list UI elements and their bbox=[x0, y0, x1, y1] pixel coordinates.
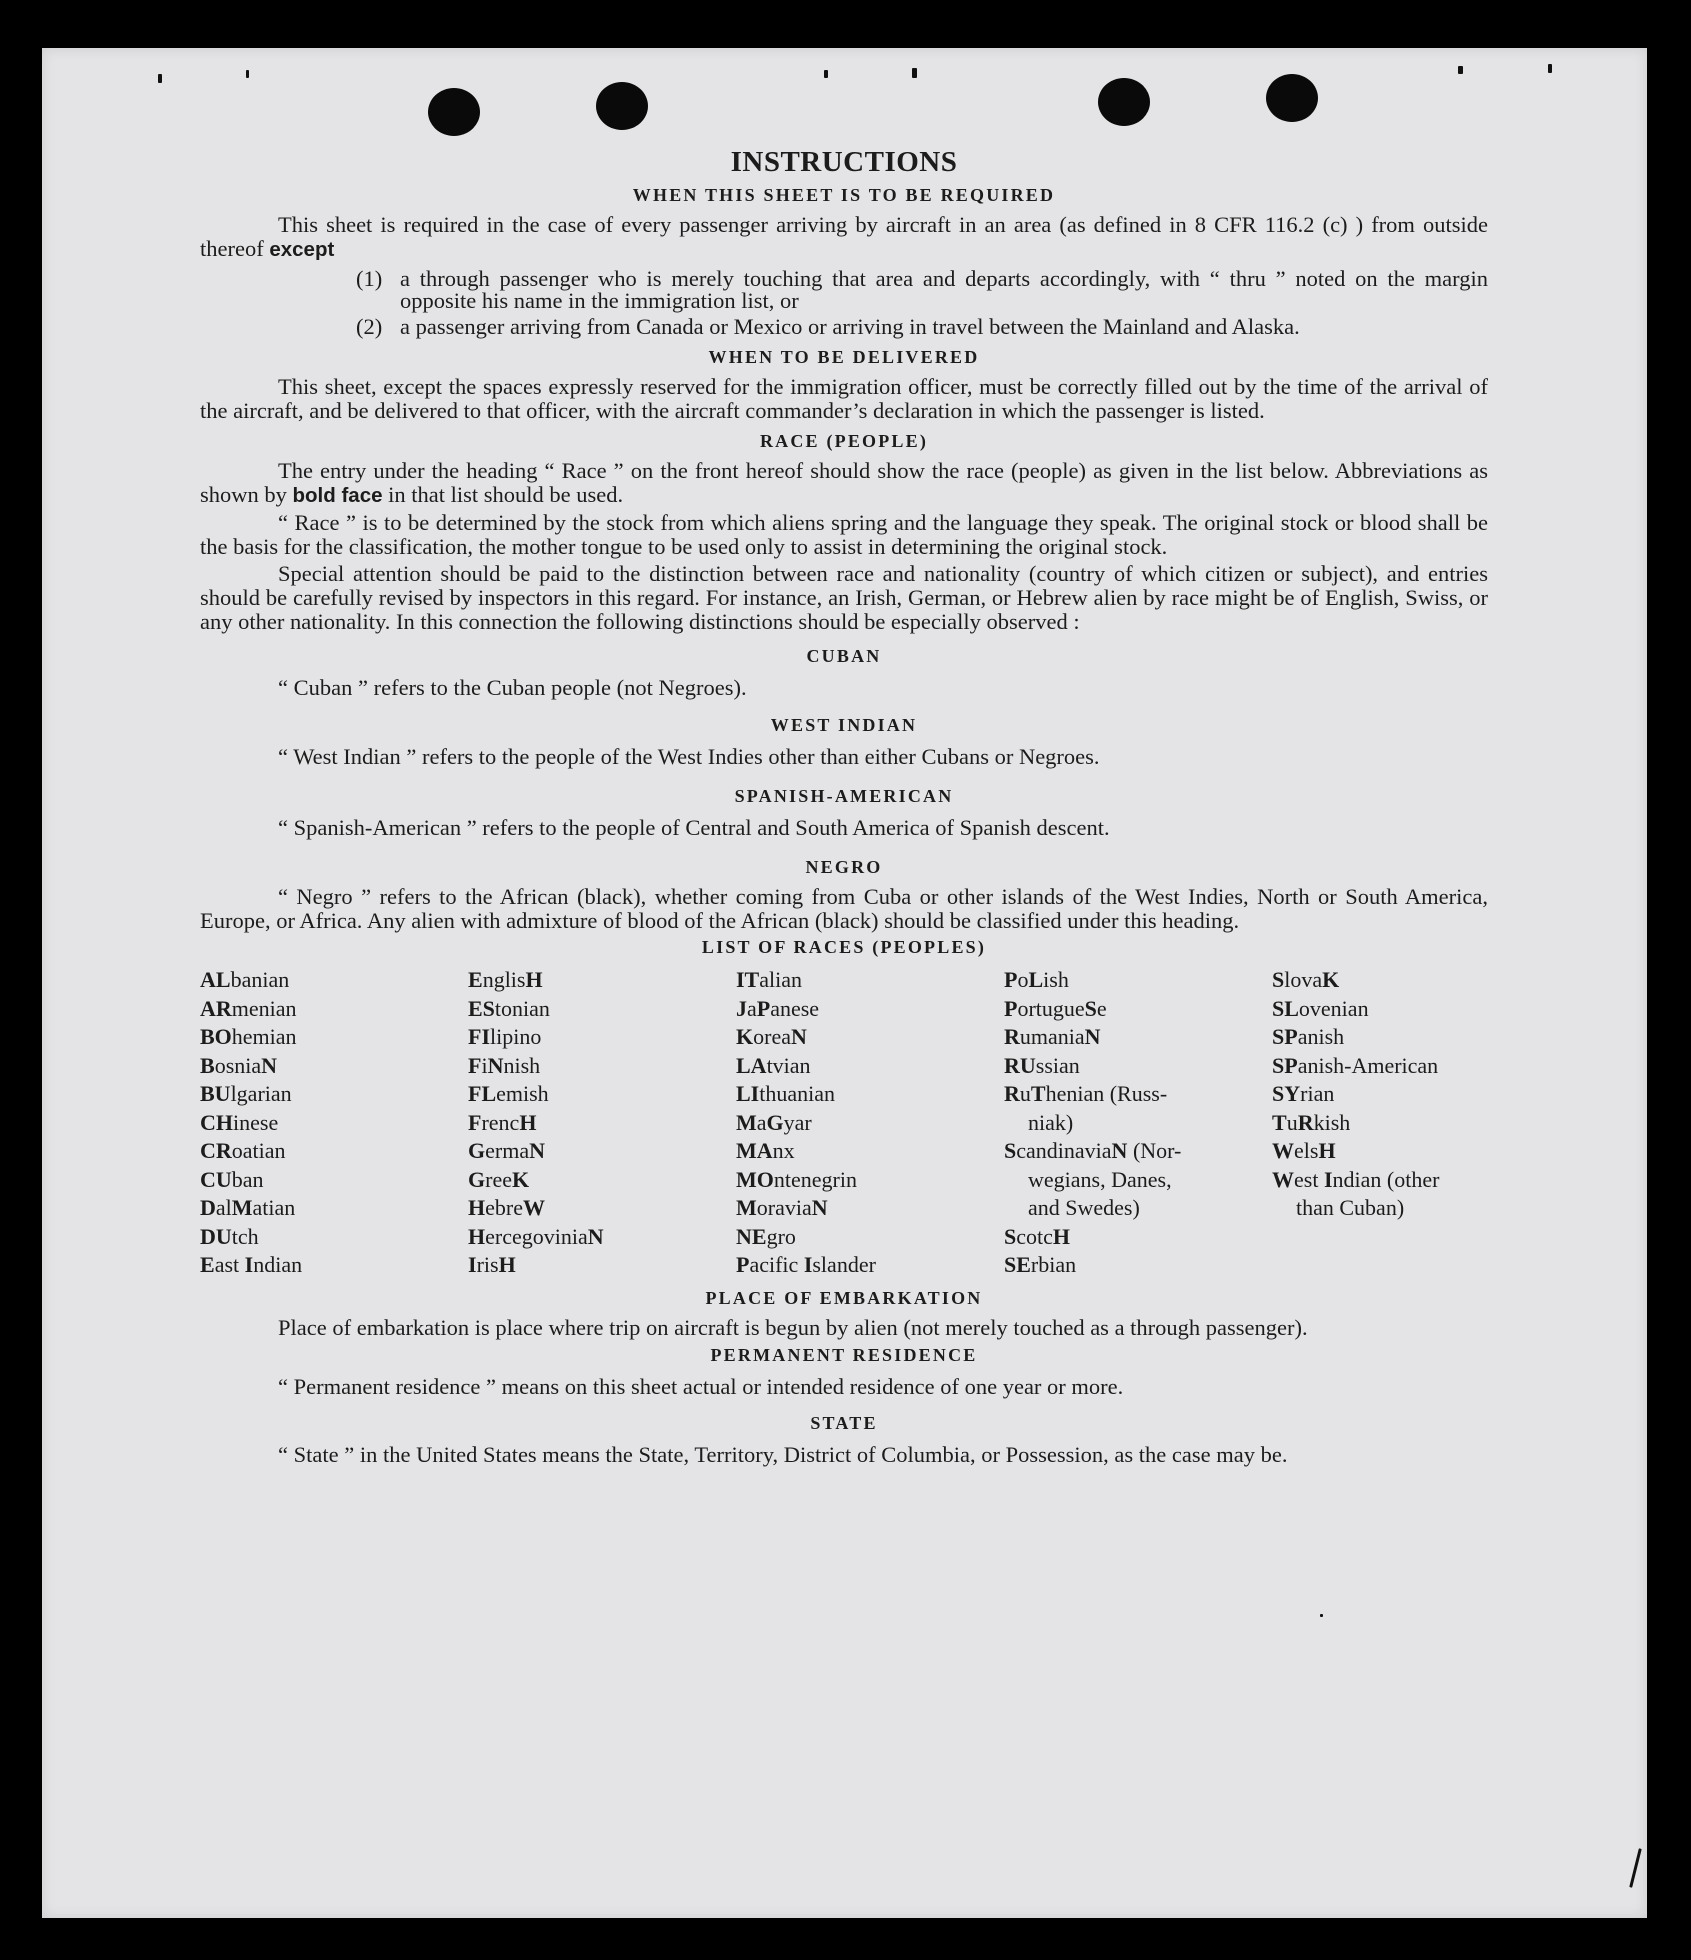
race-text: ndian (other bbox=[1332, 1166, 1440, 1192]
race-abbrev-letters: S bbox=[1272, 967, 1285, 992]
race-entry bbox=[1272, 966, 1488, 995]
race-text: slander bbox=[812, 1252, 876, 1277]
race-text: inese bbox=[233, 1109, 279, 1135]
race-abbrev-letters: P bbox=[756, 995, 771, 1021]
race-entry bbox=[200, 1137, 468, 1166]
race-text: lipino bbox=[490, 1024, 542, 1049]
race-entry bbox=[468, 1052, 736, 1081]
race-entry bbox=[200, 1223, 468, 1252]
race-entry bbox=[1272, 1052, 1488, 1081]
race-abbrev-letters: H bbox=[468, 1195, 486, 1220]
state-text: “ State ” in the United States means the State, Territory, District of Columbia, or Possession, as the case may be. bbox=[278, 1441, 1288, 1467]
delivered-text: This sheet, except the spaces expressly reserved for the immigration officer, must be correctly filled out by the time of the arrival of the aircraft, and be delivered to that officer, with the aircraft commander’s declaration in which the passenger is listed. bbox=[200, 374, 1488, 423]
races-list bbox=[200, 966, 1488, 1280]
race-text: tvian bbox=[766, 1052, 811, 1078]
race-abbrev-letters: G bbox=[468, 1138, 486, 1163]
race-text: u bbox=[1019, 1081, 1031, 1106]
race-text: orea bbox=[753, 1024, 791, 1049]
race-entry bbox=[736, 1023, 1004, 1052]
race-abbrev-letters: SY bbox=[1272, 1081, 1301, 1106]
race-text: hemian bbox=[231, 1024, 297, 1049]
race-entry bbox=[468, 1023, 736, 1052]
race-entry bbox=[736, 1223, 1004, 1252]
race-entry bbox=[468, 1137, 736, 1166]
race-entry bbox=[736, 1194, 1004, 1223]
race-entry bbox=[1272, 1023, 1488, 1052]
race-entry bbox=[1272, 1080, 1488, 1109]
scan-speck bbox=[158, 74, 162, 83]
race-text: a bbox=[756, 1109, 767, 1135]
race-abbrev-letters: N bbox=[790, 1024, 807, 1049]
race-entry bbox=[736, 1080, 1004, 1109]
race-abbrev-letters: T bbox=[1030, 1081, 1046, 1106]
race-entry bbox=[200, 1251, 468, 1280]
section-heading-west-indian: WEST INDIAN bbox=[770, 715, 918, 735]
race-entry bbox=[1004, 1251, 1272, 1280]
race-text: ovenian bbox=[1298, 995, 1369, 1021]
race-text: ast bbox=[214, 1252, 245, 1277]
race-entry bbox=[1272, 1109, 1488, 1138]
west-indian-text: “ West Indian ” refers to the people of the West Indies other than either Cubans or Negroes. bbox=[278, 744, 1100, 769]
race-abbrev-letters: I bbox=[803, 1252, 813, 1277]
race-text: els bbox=[1294, 1138, 1319, 1163]
race-entry bbox=[1272, 1166, 1488, 1223]
section-heading-race: RACE (PEOPLE) bbox=[759, 431, 929, 451]
race-abbrev-letters: LI bbox=[736, 1081, 760, 1106]
race-abbrev-letters: H bbox=[1052, 1223, 1071, 1249]
race-text: gro bbox=[766, 1223, 796, 1249]
race-abbrev-letters: LA bbox=[736, 1052, 767, 1078]
race-abbrev-letters: M bbox=[736, 1195, 757, 1220]
punch-hole bbox=[1266, 74, 1318, 122]
race-abbrev-letters: N bbox=[587, 1223, 604, 1249]
race-text: renc bbox=[481, 1109, 520, 1135]
race-abbrev-letters: CU bbox=[200, 1166, 232, 1192]
required-intro: This sheet is required in the case of every passenger arriving by aircraft in an area (as defined in 8 CFR 116.2 (c) ) from outside thereof except bbox=[200, 212, 1488, 261]
race-entry bbox=[1004, 966, 1272, 995]
race-abbrev-letters: K bbox=[736, 1024, 754, 1049]
race-text: ntenegrin bbox=[773, 1166, 857, 1192]
races-column bbox=[736, 966, 1004, 1280]
race-abbrev-letters: K bbox=[1322, 967, 1340, 992]
race-text: oatian bbox=[231, 1138, 286, 1163]
race-text: ortugue bbox=[1017, 995, 1085, 1021]
race-entry bbox=[200, 966, 468, 995]
race-text: lova bbox=[1284, 967, 1323, 992]
race-entry bbox=[736, 966, 1004, 995]
race-text: u bbox=[1286, 1109, 1298, 1135]
race-abbrev-letters: AL bbox=[200, 967, 231, 992]
race-abbrev-letters: P bbox=[1004, 995, 1018, 1021]
race-abbrev-letters: FL bbox=[468, 1081, 497, 1106]
race-continuation: and Swedes) bbox=[1028, 1195, 1140, 1220]
race-abbrev-letters: CR bbox=[200, 1138, 232, 1163]
race-entry bbox=[1004, 1223, 1272, 1252]
race-abbrev-letters: T bbox=[1272, 1109, 1287, 1135]
race-abbrev-letters: SP bbox=[1272, 1024, 1298, 1049]
race-entry bbox=[1272, 1137, 1488, 1166]
race-abbrev-letters: N bbox=[529, 1138, 545, 1163]
race-text: acific bbox=[749, 1252, 804, 1277]
punch-hole bbox=[428, 88, 480, 136]
race-text: yar bbox=[783, 1109, 812, 1135]
race-text: i bbox=[481, 1052, 488, 1078]
race-abbrev-letters: P bbox=[736, 1252, 750, 1277]
race-abbrev-letters: SE bbox=[1004, 1252, 1031, 1277]
race-abbrev-letters: ES bbox=[468, 995, 495, 1021]
race-entry bbox=[736, 1137, 1004, 1166]
race-entry bbox=[200, 1194, 468, 1223]
race-abbrev-letters: B bbox=[200, 1052, 215, 1078]
race-text: anish bbox=[1297, 1024, 1345, 1049]
race-text: tonian bbox=[494, 995, 550, 1021]
race-entry bbox=[200, 1052, 468, 1081]
section-heading-spanish-american: SPANISH-AMERICAN bbox=[734, 786, 954, 806]
race-text: banian bbox=[230, 967, 290, 992]
race-entry bbox=[468, 1223, 736, 1252]
race-abbrev-letters: F bbox=[468, 1052, 482, 1078]
race-abbrev-letters: K bbox=[511, 1166, 530, 1192]
race-abbrev-letters: H bbox=[519, 1109, 537, 1135]
negro-text: “ Negro ” refers to the African (black), whether coming from Cuba or other islands of the West Indies, North or South America, Europe, or Africa. Any alien with admixture of blood of the African (black) should be classified under this heading. bbox=[200, 884, 1488, 933]
race-text: erma bbox=[485, 1138, 530, 1163]
race-text: oravia bbox=[756, 1195, 812, 1220]
race-abbrev-letters: S bbox=[1004, 1223, 1017, 1249]
race-entry bbox=[468, 995, 736, 1024]
race-text: est bbox=[1294, 1166, 1324, 1192]
section-heading-state: STATE bbox=[810, 1412, 878, 1433]
scan-speck bbox=[1548, 64, 1552, 73]
document-page bbox=[42, 48, 1647, 1918]
race-text: ris bbox=[476, 1252, 499, 1277]
race-entry bbox=[1004, 1023, 1272, 1052]
race-abbrev-letters: H bbox=[468, 1223, 486, 1249]
race-text: alian bbox=[759, 967, 803, 992]
spanish-american-text: “ Spanish-American ” refers to the people of Central and South America of Spanish descent. bbox=[278, 815, 1110, 840]
race-entry bbox=[200, 1109, 468, 1138]
race-abbrev-letters: E bbox=[468, 967, 483, 992]
scan-speck bbox=[246, 70, 249, 78]
race-continuation: than Cuban) bbox=[1296, 1195, 1405, 1220]
race-text: ssian bbox=[1035, 1052, 1080, 1078]
race-abbrev-letters: I bbox=[468, 1252, 477, 1277]
race-entry bbox=[1272, 995, 1488, 1024]
race-abbrev-letters: CH bbox=[200, 1109, 233, 1135]
race-text: henian (Russ- bbox=[1045, 1081, 1168, 1106]
race-text: candinavia bbox=[1016, 1138, 1112, 1163]
races-column bbox=[468, 966, 736, 1280]
race-abbrev-letters: E bbox=[200, 1252, 215, 1277]
race-text: kish bbox=[1313, 1109, 1351, 1135]
race-abbrev-letters: N bbox=[487, 1052, 504, 1078]
scan-speck bbox=[1629, 1848, 1642, 1888]
race-abbrev-letters: I bbox=[1323, 1166, 1333, 1192]
race-abbrev-letters: R bbox=[1297, 1109, 1314, 1135]
section-heading-residence: PERMANENT RESIDENCE bbox=[710, 1344, 978, 1365]
race-entry bbox=[468, 1166, 736, 1195]
race-entry bbox=[1004, 1080, 1272, 1137]
race-text: tch bbox=[231, 1223, 259, 1249]
race-entry bbox=[736, 1166, 1004, 1195]
race-abbrev-letters: L bbox=[1028, 967, 1044, 992]
scan-speck bbox=[912, 68, 917, 78]
race-abbrev-letters: MO bbox=[736, 1166, 774, 1192]
race-entry bbox=[468, 1251, 736, 1280]
exception-item: (2) a passenger arriving from Canada or Mexico or arriving in travel between the Mainland and Alaska. bbox=[356, 314, 1300, 339]
race-entry bbox=[200, 995, 468, 1024]
race-abbrev-letters: SP bbox=[1272, 1052, 1298, 1078]
race-abbrev-letters: M bbox=[736, 1109, 757, 1135]
race-paragraph: The entry under the heading “ Race ” on the front hereof should show the race (people) as given in the list below. Abbreviations as shown by bold face in that list should be used. bbox=[200, 458, 1488, 507]
residence-text: “ Permanent residence ” means on this sheet actual or intended residence of one year or more. bbox=[278, 1373, 1124, 1399]
race-abbrev-letters: N bbox=[1111, 1138, 1128, 1163]
punch-hole bbox=[1098, 78, 1150, 126]
race-abbrev-letters: R bbox=[1004, 1024, 1020, 1049]
race-abbrev-letters: S bbox=[1084, 995, 1097, 1021]
race-entry bbox=[468, 966, 736, 995]
section-heading-negro: NEGRO bbox=[805, 857, 883, 877]
race-text: cotc bbox=[1016, 1223, 1053, 1249]
race-text: ish bbox=[1043, 967, 1069, 992]
race-text: atian bbox=[252, 1195, 296, 1220]
race-continuation: niak) bbox=[1028, 1109, 1074, 1135]
section-heading-required: WHEN THIS SHEET IS TO BE REQUIRED bbox=[632, 185, 1056, 205]
race-text: al bbox=[215, 1195, 232, 1220]
race-abbrev-letters: H bbox=[498, 1252, 516, 1277]
races-column bbox=[1004, 966, 1272, 1280]
race-text: rian bbox=[1300, 1081, 1335, 1106]
page-title: INSTRUCTIONS bbox=[730, 146, 958, 178]
section-heading-list-of-races: LIST OF RACES (PEOPLES) bbox=[701, 937, 987, 957]
race-text: emish bbox=[496, 1081, 549, 1106]
race-abbrev-letters: IT bbox=[736, 967, 760, 992]
race-abbrev-letters: S bbox=[1004, 1138, 1017, 1163]
race-abbrev-letters: M bbox=[231, 1195, 253, 1220]
race-text: nish bbox=[503, 1052, 541, 1078]
race-abbrev-letters: R bbox=[1004, 1081, 1020, 1106]
race-abbrev-letters: G bbox=[468, 1166, 486, 1192]
race-abbrev-letters: RU bbox=[1004, 1052, 1036, 1078]
race-abbrev-letters: SL bbox=[1272, 995, 1299, 1021]
race-text: rbian bbox=[1030, 1252, 1077, 1277]
exception-item: (1) a through passenger who is merely touching that area and departs accordingly, with “ thru ” noted on the margin opposite his name in the immigration list, or bbox=[356, 266, 1488, 313]
race-abbrev-letters: BO bbox=[200, 1024, 232, 1049]
race-text: anish-American bbox=[1297, 1052, 1439, 1078]
race-abbrev-letters: W bbox=[522, 1195, 545, 1220]
races-column bbox=[200, 966, 468, 1280]
scan-speck bbox=[824, 70, 828, 78]
race-entry bbox=[468, 1109, 736, 1138]
race-entry bbox=[736, 1052, 1004, 1081]
race-text: ebre bbox=[485, 1195, 523, 1220]
race-abbrev-letters: H bbox=[1318, 1138, 1336, 1163]
scan-speck bbox=[1320, 1614, 1323, 1617]
race-entry bbox=[1004, 1052, 1272, 1081]
race-entry bbox=[468, 1194, 736, 1223]
cuban-text: “ Cuban ” refers to the Cuban people (not Negroes). bbox=[278, 675, 747, 700]
race-abbrev-letters: G bbox=[766, 1109, 784, 1135]
race-entry bbox=[200, 1166, 468, 1195]
race-text: ree bbox=[485, 1166, 512, 1192]
race-abbrev-letters: N bbox=[1084, 1024, 1101, 1049]
race-abbrev-letters: J bbox=[736, 995, 747, 1021]
race-abbrev-letters: DU bbox=[200, 1223, 232, 1249]
race-text: (Nor- bbox=[1127, 1138, 1182, 1163]
race-text: o bbox=[1017, 967, 1029, 992]
race-text: thuanian bbox=[759, 1081, 836, 1106]
scan-speck bbox=[1458, 66, 1463, 74]
race-abbrev-letters: FI bbox=[468, 1024, 490, 1049]
race-entry bbox=[1004, 1137, 1272, 1223]
race-text: nglis bbox=[482, 967, 526, 992]
race-text: nx bbox=[772, 1138, 795, 1163]
race-abbrev-letters: F bbox=[468, 1109, 482, 1135]
race-abbrev-letters: D bbox=[200, 1195, 216, 1220]
race-abbrev-letters: NE bbox=[736, 1223, 767, 1249]
race-abbrev-letters: H bbox=[525, 967, 543, 992]
race-text: lgarian bbox=[230, 1081, 292, 1106]
race-abbrev-letters: I bbox=[244, 1252, 254, 1277]
race-entry bbox=[468, 1080, 736, 1109]
race-text: ban bbox=[231, 1166, 264, 1192]
section-heading-delivered: WHEN TO BE DELIVERED bbox=[708, 347, 980, 367]
race-continuation: wegians, Danes, bbox=[1028, 1166, 1172, 1192]
race-text: osnia bbox=[214, 1052, 262, 1078]
race-paragraph: Special attention should be paid to the distinction between race and nationality (country of which citizen or subject), and entries should be carefully revised by inspectors in this regard. For instance, an Irish, German, or Hebrew alien by race might be of English, Swiss, or any other nationality. In this connection the following distinctions should be especially observed : bbox=[200, 561, 1488, 634]
race-entry bbox=[736, 1251, 1004, 1280]
race-abbrev-letters: AR bbox=[200, 995, 232, 1021]
section-heading-cuban: CUBAN bbox=[806, 646, 882, 666]
race-text: a bbox=[747, 995, 757, 1021]
race-entry bbox=[200, 1080, 468, 1109]
race-abbrev-letters: BU bbox=[200, 1081, 231, 1106]
instructions-content bbox=[200, 142, 1488, 1467]
race-text: menian bbox=[231, 995, 297, 1021]
race-text: umania bbox=[1019, 1024, 1085, 1049]
section-heading-embarkation: PLACE OF EMBARKATION bbox=[705, 1287, 983, 1308]
race-entry bbox=[1004, 995, 1272, 1024]
race-entry bbox=[736, 995, 1004, 1024]
race-text: ercegovinia bbox=[485, 1223, 588, 1249]
race-text: anese bbox=[770, 995, 820, 1021]
embarkation-text: Place of embarkation is place where trip on aircraft is begun by alien (not merely touched as a through passenger). bbox=[278, 1314, 1308, 1340]
race-text: ndian bbox=[253, 1252, 303, 1277]
races-column bbox=[1272, 966, 1488, 1280]
race-abbrev-letters: MA bbox=[736, 1138, 773, 1163]
race-abbrev-letters: N bbox=[261, 1052, 278, 1078]
race-abbrev-letters: W bbox=[1272, 1166, 1294, 1192]
punch-hole bbox=[596, 82, 648, 130]
race-entry bbox=[736, 1109, 1004, 1138]
race-text: e bbox=[1096, 995, 1107, 1021]
race-entry bbox=[200, 1023, 468, 1052]
race-abbrev-letters: N bbox=[811, 1195, 828, 1220]
race-abbrev-letters: W bbox=[1272, 1138, 1294, 1163]
race-paragraph: “ Race ” is to be determined by the stock from which aliens spring and the language they speak. The original stock or blood shall be the basis for the classification, the mother tongue to be used only to assist in determining the original stock. bbox=[200, 510, 1488, 559]
race-abbrev-letters: P bbox=[1004, 967, 1018, 992]
